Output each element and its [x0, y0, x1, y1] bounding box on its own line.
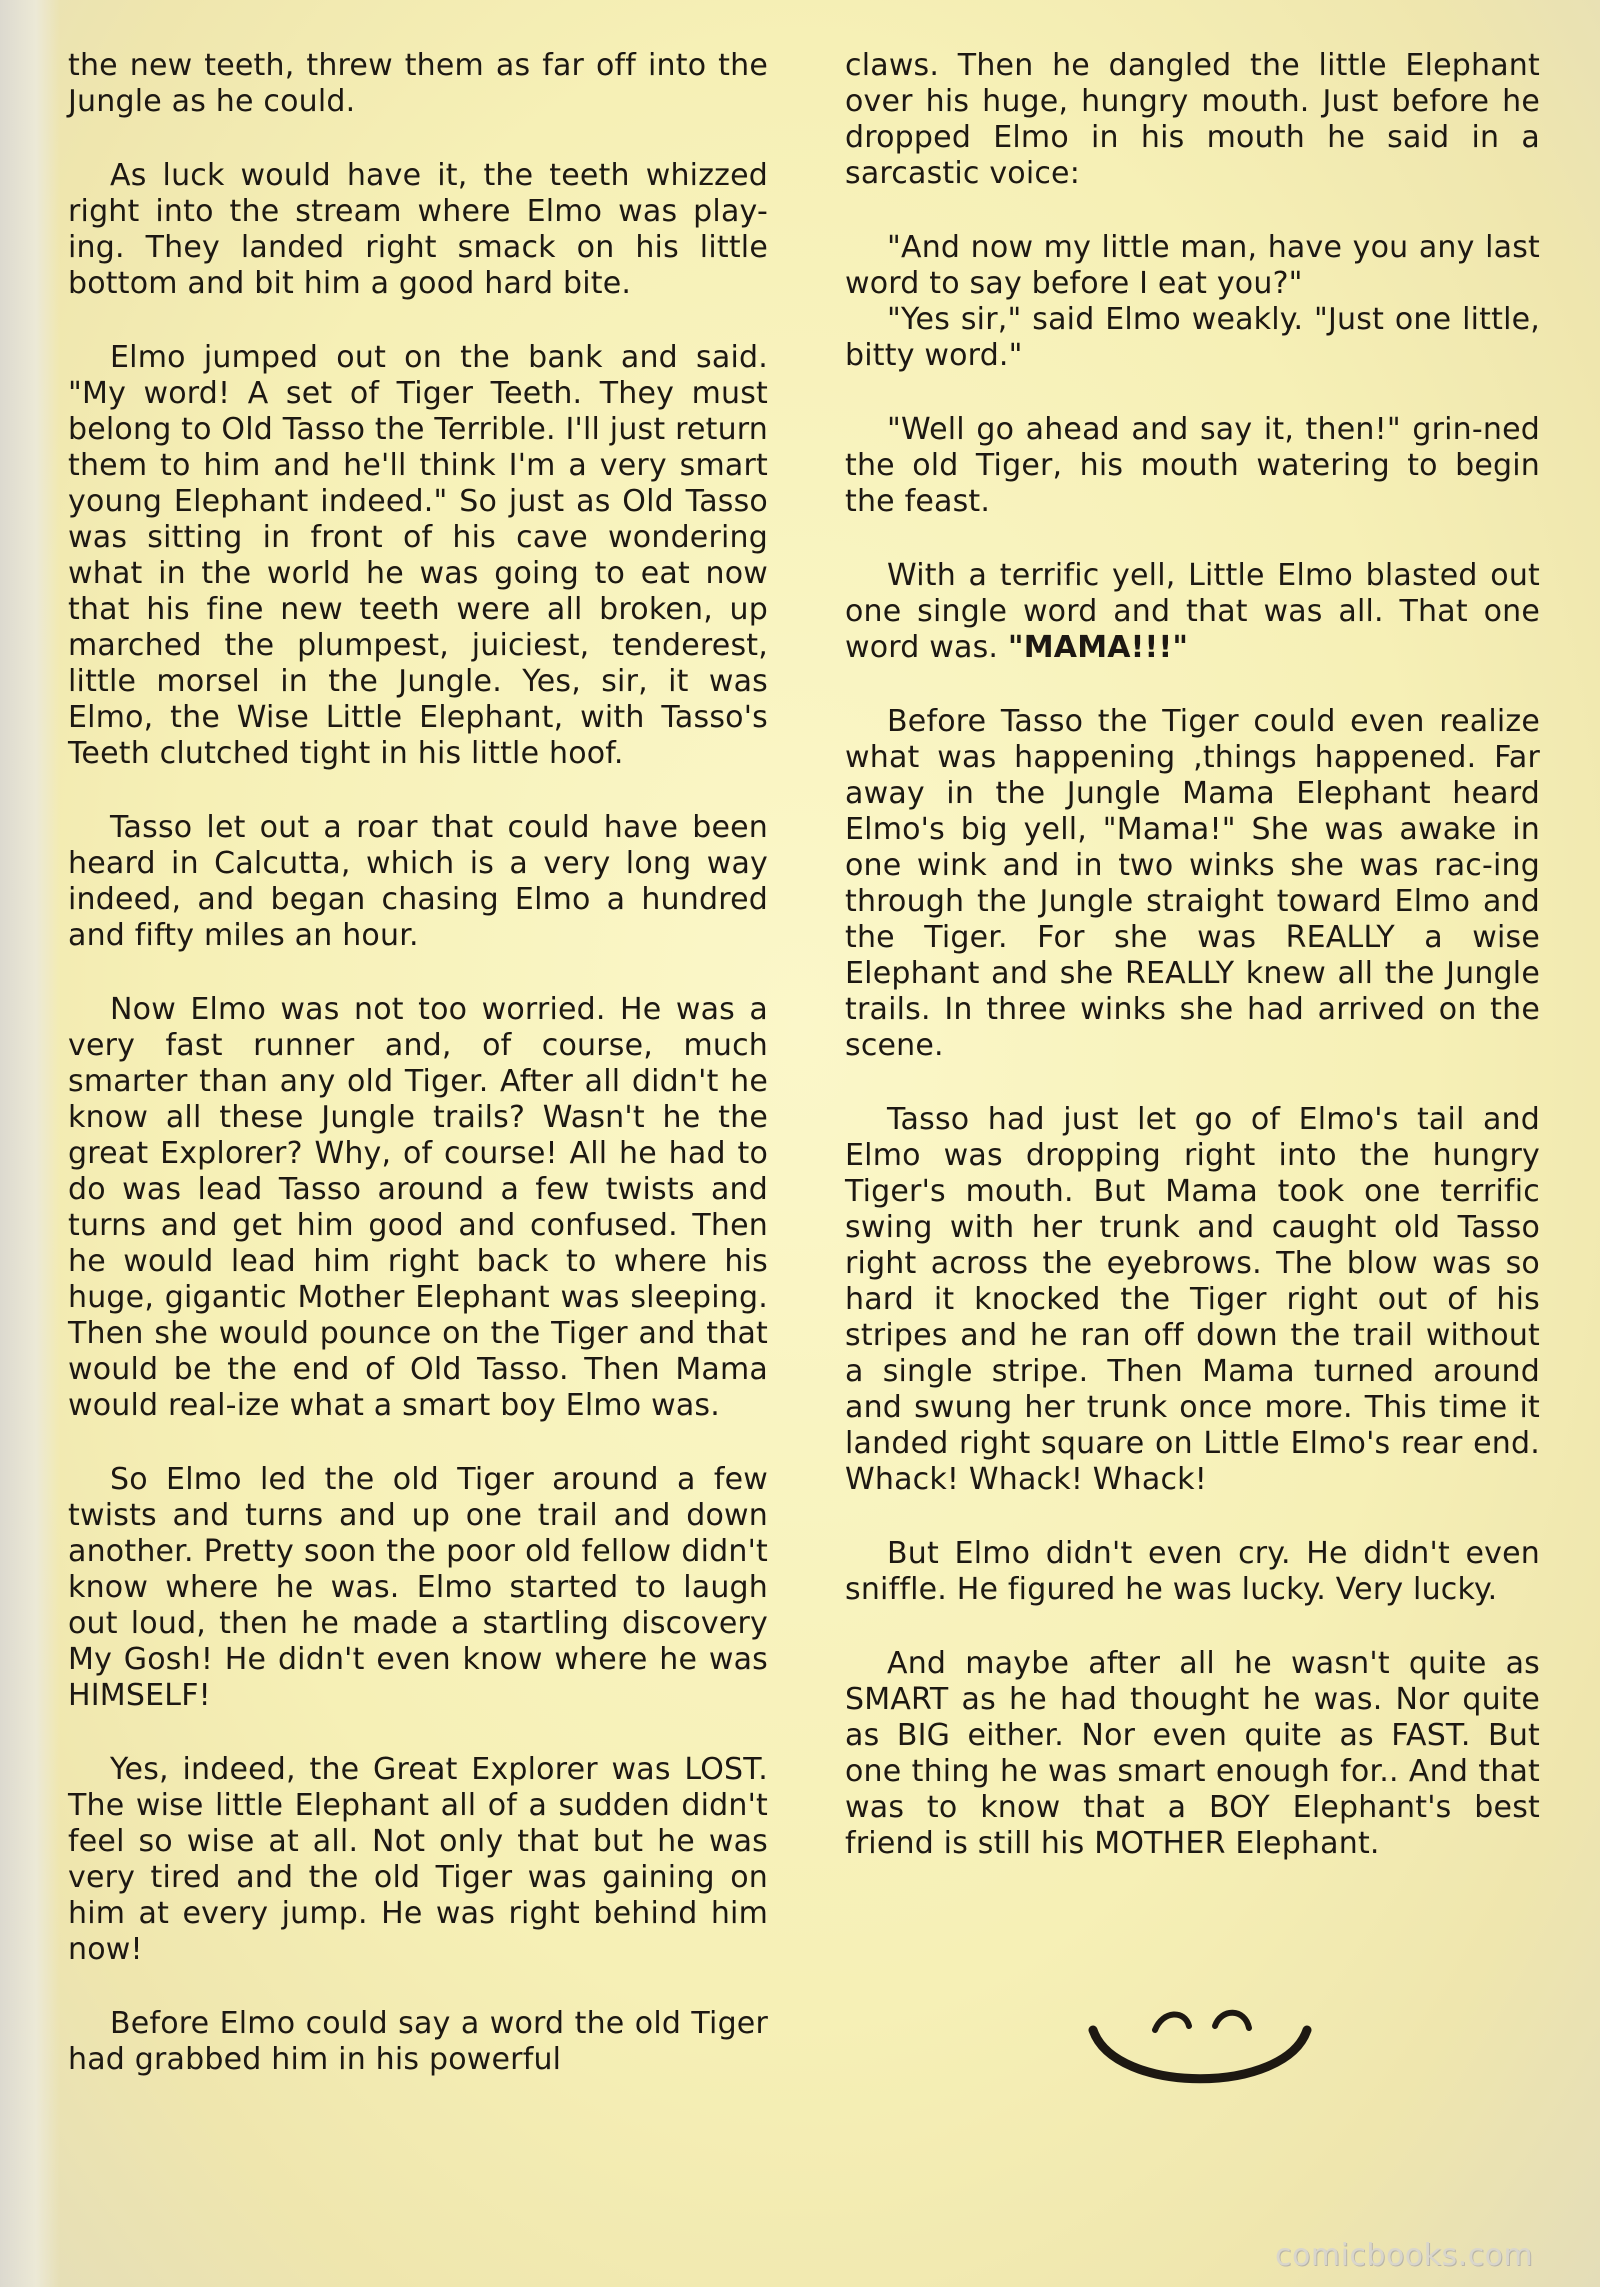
left-text-column	[68, 48, 768, 2116]
mama-emphasis: "MAMA!!!"	[1007, 630, 1189, 665]
paragraph: So Elmo led the old Tiger around a few twists and turns and up one trail and down another. Pretty soon the poor old fellow didn't know where he was. Elmo started to laugh out loud, then he made a startling discovery My Gosh! He didn't even know where he was HIMSELF!	[68, 1462, 768, 1713]
paragraph: Before Tasso the Tiger could even realize what was happening ,things happened. Far away in the Jungle Mama Elephant heard Elmo's big yell, "Mama!" She was awake in one wink and in two winks she was rac-ing through the Jungle straight toward Elmo and the Tiger. For she was REALLY a wise Elephant and she REALLY knew all the Jungle trails. In three winks she had arrived on the scene.	[845, 704, 1540, 1063]
watermark: comicbooks.com	[1275, 2238, 1534, 2273]
paragraph: As luck would have it, the teeth whizzed right into the stream where Elmo was play-ing. They landed right smack on his little bottom and bit him a good hard bite.	[68, 158, 768, 301]
paragraph: Before Elmo could say a word the old Tiger had grabbed him in his powerful	[68, 2006, 768, 2077]
paragraph-text: With a terrific yell, Little Elmo blasted out one single word and that was all. That one word was.	[845, 558, 1540, 665]
right-text-column	[845, 48, 1540, 1900]
paragraph: Now Elmo was not too worried. He was a very fast runner and, of course, much smarter than any old Tiger. After all didn't he know all these Jungle trails? Wasn't he the great Explorer? Why, of course! All he had to do was lead Tasso around a few twists and turns and get him good and confused. Then he would lead him right back to where his huge, gigantic Mother Elephant was sleeping. Then she would pounce on the Tiger and that would be the end of Old Tasso. Then Mama would real-ize what a smart boy Elmo was.	[68, 992, 768, 1423]
page-edge	[0, 0, 60, 2287]
paragraph: And maybe after all he wasn't quite as SMART as he had thought he was. Nor quite as BIG either. Nor even quite as FAST. But one thing he was smart enough for.. And that was to know that a BOY Elephant's best friend is still his MOTHER Elephant.	[845, 1646, 1540, 1861]
paragraph: Elmo jumped out on the bank and said. "My word! A set of Tiger Teeth. They must belong to Old Tasso the Terrible. I'll just return them to him and he'll think I'm a very smart young Elephant indeed." So just as Old Tasso was sitting in front of his cave wondering what in the world he was going to eat now that his fine new teeth were all broken, up marched the plumpest, juiciest, tenderest, little morsel in the Jungle. Yes, sir, it was Elmo, the Wise Little Elephant, with Tasso's Teeth clutched tight in his little hoof.	[68, 340, 768, 771]
paragraph: But Elmo didn't even cry. He didn't even sniffle. He figured he was lucky. Very lucky.	[845, 1536, 1540, 1607]
paragraph: Tasso let out a roar that could have been heard in Calcutta, which is a very long way indeed, and began chasing Elmo a hundred and fifty miles an hour.	[68, 810, 768, 953]
paragraph	[845, 558, 1540, 666]
paragraph: "Well go ahead and say it, then!" grin-ned the old Tiger, his mouth watering to begin the feast.	[845, 412, 1540, 519]
dialogue-paragraph: "And now my little man, have you any last word to say before I eat you?"	[845, 230, 1540, 301]
paragraph: the new teeth, threw them as far off into the Jungle as he could.	[68, 48, 768, 119]
paragraph: claws. Then he dangled the little Elephant over his huge, hungry mouth. Just before he dropped Elmo in his mouth he said in a sarcastic voice:	[845, 48, 1540, 191]
dialogue-paragraph: "Yes sir," said Elmo weakly. "Just one little, bitty word."	[845, 302, 1540, 373]
paragraph: Yes, indeed, the Great Explorer was LOST. The wise little Elephant all of a sudden didn't feel so wise at all. Not only that but he was very tired and the old Tiger was gaining on him at every jump. He was right behind him now!	[68, 1752, 768, 1967]
paragraph: Tasso had just let go of Elmo's tail and Elmo was dropping right into the hungry Tiger's mouth. But Mama took one terrific swing with her trunk and caught old Tasso right across the eyebrows. The blow was so hard it knocked the Tiger right out of his stripes and he ran off down the trail without a single stripe. Then Mama turned around and swung her trunk once more. This time it landed right square on Little Elmo's rear end. Whack! Whack! Whack!	[845, 1102, 1540, 1497]
smile-ornament-icon	[1085, 2000, 1315, 2090]
